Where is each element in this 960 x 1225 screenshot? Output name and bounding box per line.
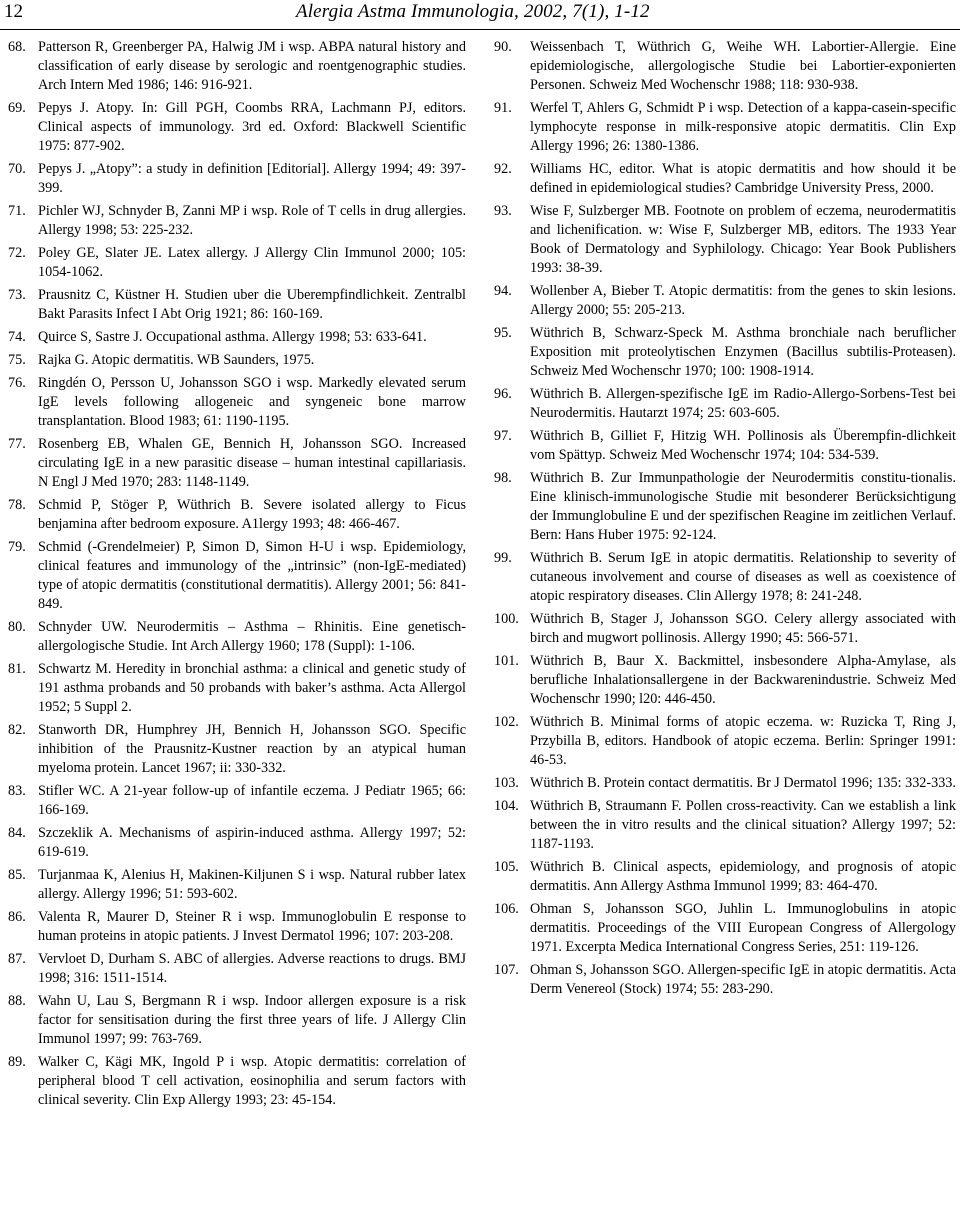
reference-text: Pepys J. „Atopy”: a study in definition [Editorial]. Allergy 1994; 49: 397-399. — [38, 161, 466, 196]
right-reference-column — [494, 38, 956, 1003]
reference-number: 83. — [8, 783, 26, 799]
reference-item — [8, 1053, 466, 1110]
reference-number: 75. — [8, 352, 26, 368]
reference-text: Wüthrich B, Straumann F. Pollen cross-reactivity. Can we establish a link between the in vitro results and the clinical situation? Allergy 1997; 52: 1187-1193. — [530, 798, 956, 852]
reference-number: 96. — [494, 386, 512, 402]
reference-text: Schmid P, Stöger P, Wüthrich B. Severe isolated allergy to Ficus benjamina after bedroom exposure. A1lergy 1993; 48: 466-467. — [38, 497, 466, 532]
journal-citation: Alergia Astma Immunologia, 2002, 7(1), 1-12 — [296, 1, 650, 22]
reference-item — [8, 660, 466, 717]
reference-number: 68. — [8, 39, 26, 55]
reference-text: Stanworth DR, Humphrey JH, Bennich H, Johansson SGO. Specific inhibition of the Prausnitz-Kustner reaction by an atypical human myeloma protein. Lancet 1967; ii: 330-332. — [38, 722, 466, 776]
reference-item — [8, 202, 466, 240]
reference-number: 91. — [494, 100, 512, 116]
reference-item — [494, 427, 956, 465]
reference-number: 95. — [494, 325, 512, 341]
header-rule — [0, 29, 960, 30]
reference-number: 69. — [8, 100, 26, 116]
reference-number: 99. — [494, 550, 512, 566]
reference-item — [494, 38, 956, 95]
reference-item — [8, 908, 466, 946]
reference-text: Wüthrich B. Minimal forms of atopic eczema. w: Ruzicka T, Ring J, Przybilla B, editors. Handbook of atopic eczema. Berlin: Springer 1991: 46-53. — [530, 714, 956, 768]
reference-text: Stifler WC. A 21-year follow-up of infantile eczema. J Pediatr 1965; 66: 166-169. — [38, 783, 466, 818]
reference-item — [8, 950, 466, 988]
reference-number: 102. — [494, 714, 519, 730]
reference-number: 70. — [8, 161, 26, 177]
reference-text: Wüthrich B. Serum IgE in atopic dermatitis. Relationship to severity of cutaneous involvement and course of diseases as well as coexistence of atopic respiratory diseases. Clin Allergy 1978; 8: 241-248. — [530, 550, 956, 604]
reference-text: Wahn U, Lau S, Bergmann R i wsp. Indoor allergen exposure is a risk factor for sensitisation during the first three years of life. J Allergy Clin Immunol 1997; 99: 763-769. — [38, 993, 466, 1047]
reference-text: Wüthrich B, Stager J, Johansson SGO. Celery allergy associated with birch and mugwort pollinosis. Allergy 1990; 45: 566-571. — [530, 611, 956, 646]
reference-item — [494, 469, 956, 545]
reference-text: Wollenber A, Bieber T. Atopic dermatitis: from the genes to skin lesions. Allergy 2000; 55: 205-213. — [530, 283, 956, 318]
reference-number: 72. — [8, 245, 26, 261]
reference-number: 106. — [494, 901, 519, 917]
reference-item — [494, 385, 956, 423]
reference-item — [494, 549, 956, 606]
reference-text: Patterson R, Greenberger PA, Halwig JM i wsp. ABPA natural history and classification of early disease by serologic and roentgenographic studies. Arch Intern Med 1986; 146: 916-921. — [38, 39, 466, 93]
reference-item — [8, 160, 466, 198]
reference-item — [8, 99, 466, 156]
reference-text: Poley GE, Slater JE. Latex allergy. J Allergy Clin Immunol 2000; 105: 1054-1062. — [38, 245, 466, 280]
reference-number: 87. — [8, 951, 26, 967]
reference-text: Wüthrich B. Zur Immunpathologie der Neurodermitis constitu-tionalis. Eine klinisch-immunologische Studie mit besonderer Berücksichtigung der Immunglobuline E und der spezifischen Reagine im zeitlichen Verlauf. Bern: Hans Huber 1975: 92-124. — [530, 470, 956, 543]
reference-item — [8, 351, 466, 370]
reference-text: Wüthrich B, Schwarz-Speck M. Asthma bronchiale nach beruflicher Exposition mit proteolytischen Enzymen (Bacillus subtilis-Proteasen). Schweiz Med Wochenschr 1970; 100: 1908-1914. — [530, 325, 956, 379]
reference-number: 93. — [494, 203, 512, 219]
reference-text: Weissenbach T, Wüthrich G, Weihe WH. Labortier-Allergie. Eine epidemiologische, allergologische Studie bei Labortier-exponierten Personen. Schweiz Med Wochenschr 1988; 118: 930-938. — [530, 39, 956, 93]
reference-number: 73. — [8, 287, 26, 303]
reference-text: Valenta R, Maurer D, Steiner R i wsp. Immunoglobulin E response to human proteins in atopic patients. J Invest Dermatol 1996; 107: 203-208. — [38, 909, 466, 944]
reference-number: 89. — [8, 1054, 26, 1070]
reference-number: 88. — [8, 993, 26, 1009]
reference-number: 85. — [8, 867, 26, 883]
reference-item — [494, 774, 956, 793]
reference-item — [8, 824, 466, 862]
reference-text: Schwartz M. Heredity in bronchial asthma: a clinical and genetic study of 191 asthma probands and 50 probands with baker’s asthma. Acta Allergol 1952; 5 Suppl 2. — [38, 661, 466, 715]
page-number: 12 — [4, 1, 23, 22]
reference-number: 86. — [8, 909, 26, 925]
page-header — [0, 0, 960, 34]
reference-item — [8, 538, 466, 614]
reference-text: Wüthrich B, Baur X. Backmittel, insbesondere Alpha-Amylase, als berufliche Inhalationsallergene in der Backwarenindustrie. Schweiz Med Wochenschr 1990; l20: 446-450. — [530, 653, 956, 707]
reference-text: Wüthrich B. Clinical aspects, epidemiology, and prognosis of atopic dermatitis. Ann Allergy Asthma Immunol 1999; 83: 464-470. — [530, 859, 956, 894]
reference-number: 92. — [494, 161, 512, 177]
reference-text: Rajka G. Atopic dermatitis. WB Saunders, 1975. — [38, 352, 315, 368]
reference-item — [494, 652, 956, 709]
reference-item — [494, 99, 956, 156]
reference-number: 103. — [494, 775, 519, 791]
reference-item — [494, 900, 956, 957]
reference-number: 74. — [8, 329, 26, 345]
reference-item — [8, 374, 466, 431]
reference-item — [494, 324, 956, 381]
reference-text: Ohman S, Johansson SGO. Allergen-specific IgE in atopic dermatitis. Acta Derm Venereol (Stock) 1974; 55: 283-290. — [530, 962, 956, 997]
reference-text: Wise F, Sulzberger MB. Footnote on problem of eczema, neurodermatitis and lichenification. w: Wise F, Sulzberger MB, editors. The 1933 Year Book of Dermatology and Syphilology. Chicago: Year Book Publishers 1993: 38-39. — [530, 203, 956, 276]
reference-text: Wüthrich B. Protein contact dermatitis. Br J Dermatol 1996; 135: 332-333. — [530, 775, 956, 791]
reference-number: 101. — [494, 653, 519, 669]
reference-number: 82. — [8, 722, 26, 738]
reference-text: Wüthrich B, Gilliet F, Hitzig WH. Pollinosis als Überempfin-dlichkeit vom Spättyp. Schweiz Med Wochenschr 1974; 104: 534-539. — [530, 428, 956, 463]
left-reference-column — [8, 38, 466, 1114]
reference-item — [494, 961, 956, 999]
reference-number: 107. — [494, 962, 519, 978]
reference-text: Vervloet D, Durham S. ABC of allergies. Adverse reactions to drugs. BMJ 1998; 316: 1511-1514. — [38, 951, 466, 986]
reference-number: 104. — [494, 798, 519, 814]
reference-text: Schmid (-Grendelmeier) P, Simon D, Simon H-U i wsp. Epidemiology, clinical features and immunology of the „intrinsic” (non-IgE-mediated) type of atopic dermatitis (constitutional dermatitis). Allergy 2001; 56: 841-849. — [38, 539, 466, 612]
reference-text: Quirce S, Sastre J. Occupational asthma. Allergy 1998; 53: 633-641. — [38, 329, 427, 345]
reference-number: 71. — [8, 203, 26, 219]
reference-text: Williams HC, editor. What is atopic dermatitis and how should it be defined in epidemiological studies? Cambridge University Press, 2000. — [530, 161, 956, 196]
reference-number: 76. — [8, 375, 26, 391]
reference-item — [8, 328, 466, 347]
reference-item — [8, 618, 466, 656]
reference-item — [494, 610, 956, 648]
reference-item — [8, 38, 466, 95]
reference-item — [494, 858, 956, 896]
reference-number: 98. — [494, 470, 512, 486]
reference-item — [494, 202, 956, 278]
reference-number: 97. — [494, 428, 512, 444]
reference-item — [494, 713, 956, 770]
reference-item — [8, 496, 466, 534]
reference-item — [8, 782, 466, 820]
reference-text: Szczeklik A. Mechanisms of aspirin-induced asthma. Allergy 1997; 52: 619-619. — [38, 825, 466, 860]
reference-text: Werfel T, Ahlers G, Schmidt P i wsp. Detection of a kappa-casein-specific lymphocyte response in milk-responsive atopic dermatitis. Clin Exp Allergy 1996; 26: 1380-1386. — [530, 100, 956, 154]
reference-item — [8, 286, 466, 324]
reference-item — [8, 244, 466, 282]
reference-number: 94. — [494, 283, 512, 299]
reference-text: Walker C, Kägi MK, Ingold P i wsp. Atopic dermatitis: correlation of peripheral blood T cell activation, eosinophilia and serum factors with clinical severity. Clin Exp Allergy 1993; 23: 45-154. — [38, 1054, 466, 1108]
reference-number: 79. — [8, 539, 26, 555]
reference-item — [8, 992, 466, 1049]
reference-number: 80. — [8, 619, 26, 635]
reference-item — [8, 866, 466, 904]
reference-item — [494, 160, 956, 198]
reference-item — [8, 435, 466, 492]
reference-number: 90. — [494, 39, 512, 55]
reference-item — [494, 282, 956, 320]
reference-text: Wüthrich B. Allergen-spezifische IgE im Radio-Allergo-Sorbens-Test bei Neurodermitis. Hautarzt 1974; 25: 603-605. — [530, 386, 956, 421]
reference-text: Pichler WJ, Schnyder B, Zanni MP i wsp. Role of T cells in drug allergies. Allergy 1998; 53: 225-232. — [38, 203, 466, 238]
reference-text: Ohman S, Johansson SGO, Juhlin L. Immunoglobulins in atopic dermatitis. Proceedings of the VIII European Congress of Allergology 1971. Excerpta Medica International Congress Series, 251: 119-126. — [530, 901, 956, 955]
reference-number: 78. — [8, 497, 26, 513]
reference-number: 100. — [494, 611, 519, 627]
reference-item — [8, 721, 466, 778]
reference-text: Rosenberg EB, Whalen GE, Bennich H, Johansson SGO. Increased circulating IgE in a new parasitic disease – human intestinal capillariasis. N Engl J Med 1970; 283: 1148-1149. — [38, 436, 466, 490]
reference-number: 105. — [494, 859, 519, 875]
reference-item — [494, 797, 956, 854]
reference-text: Schnyder UW. Neurodermitis – Asthma – Rhinitis. Eine genetisch-allergologische Studie. Int Arch Allergy 1960; 178 (Suppl): 1-106. — [38, 619, 466, 654]
reference-text: Pepys J. Atopy. In: Gill PGH, Coombs RRA, Lachmann PJ, editors. Clinical aspects of immunology. 3rd ed. Oxford: Blackwell Scientific 1975: 877-902. — [38, 100, 466, 154]
reference-number: 77. — [8, 436, 26, 452]
reference-text: Prausnitz C, Küstner H. Studien uber die Uberempfindlichkeit. Zentralbl Bakt Parasits Infect I Abt Orig 1921; 86: 160-169. — [38, 287, 466, 322]
reference-number: 81. — [8, 661, 26, 677]
reference-number: 84. — [8, 825, 26, 841]
reference-text: Turjanmaa K, Alenius H, Makinen-Kiljunen S i wsp. Natural rubber latex allergy. Allergy 1996; 51: 593-602. — [38, 867, 466, 902]
reference-text: Ringdén O, Persson U, Johansson SGO i wsp. Markedly elevated serum IgE levels following allogeneic and syngeneic bone marrow transplantation. Blood 1983; 61: 1190-1195. — [38, 375, 466, 429]
